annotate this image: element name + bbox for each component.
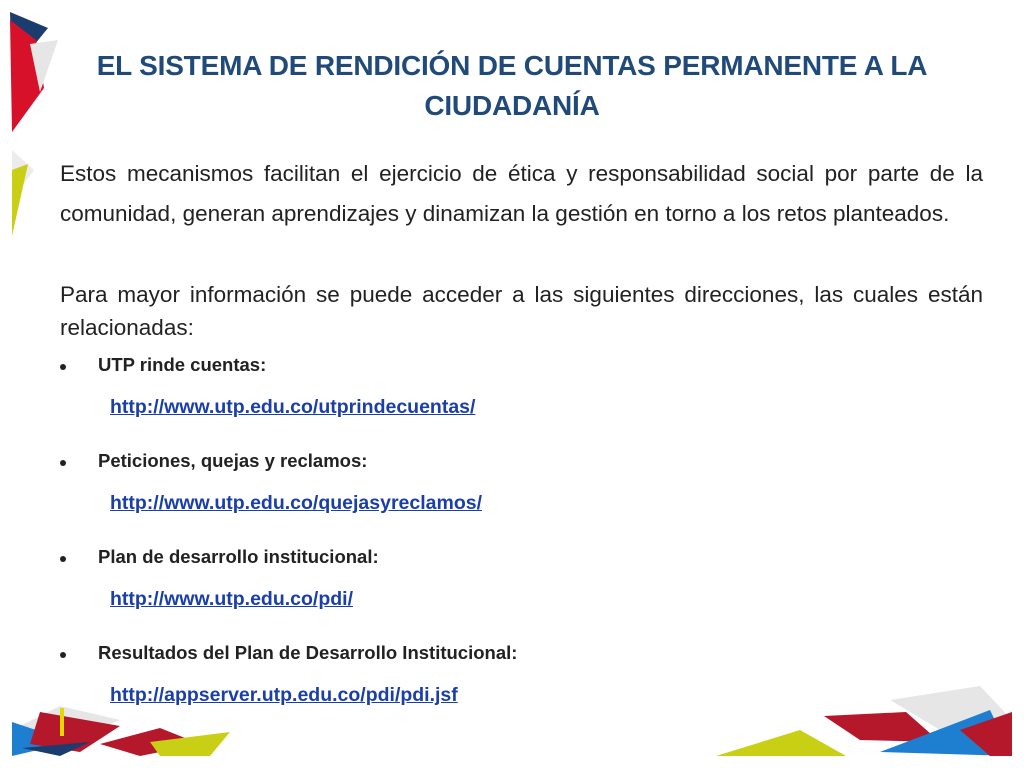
bullet-icon — [60, 556, 66, 562]
deco-grey-shard-top — [30, 40, 58, 92]
paragraph-mechanisms: Estos mecanismos facilitan el ejercicio de ética y responsabilidad social por parte de la comunidad, generan aprendizajes y dinamizan la gestión en torno a los retos planteados. — [60, 161, 983, 226]
deco-yellow-shard-left — [12, 164, 28, 236]
resource-list — [60, 352, 960, 736]
list-item-utp-rinde-cuentas — [60, 352, 960, 448]
list-item-label: Peticiones, quejas y reclamos: — [98, 450, 368, 471]
list-item-plan-desarrollo — [60, 544, 960, 640]
list-item-label: Plan de desarrollo institucional: — [98, 546, 379, 567]
deco-navy-bottom-left — [22, 742, 90, 756]
link-quejas-reclamos[interactable]: http://www.utp.edu.co/quejasyreclamos/ — [110, 492, 483, 514]
bullet-icon — [60, 652, 66, 658]
bullet-icon — [60, 364, 66, 370]
slide-title: EL SISTEMA DE RENDICIÓN DE CUENTAS PERMANENTE A LA CIUDADANÍA — [96, 50, 928, 121]
deco-red-shard-top — [10, 20, 44, 132]
list-item-peticiones — [60, 448, 960, 544]
paragraph-more-info: Para mayor información se puede acceder a las siguientes direcciones, las cuales están relacionadas: — [60, 282, 983, 340]
list-item-label: UTP rinde cuentas: — [98, 354, 267, 375]
link-pdi-resultados[interactable]: http://appserver.utp.edu.co/pdi/pdi.jsf — [110, 684, 458, 706]
bullet-icon — [60, 460, 66, 466]
list-item-label: Resultados del Plan de Desarrollo Institucional: — [98, 642, 518, 663]
list-item-resultados-pdi — [60, 640, 960, 736]
deco-navy-triangle-top — [10, 12, 48, 72]
link-utp-rinde-cuentas[interactable]: http://www.utp.edu.co/utprindecuentas/ — [110, 396, 476, 418]
deco-grey-shard-mid — [12, 150, 34, 200]
link-pdi[interactable]: http://www.utp.edu.co/pdi/ — [110, 588, 353, 610]
deco-crimson-right-shard — [960, 712, 1012, 756]
